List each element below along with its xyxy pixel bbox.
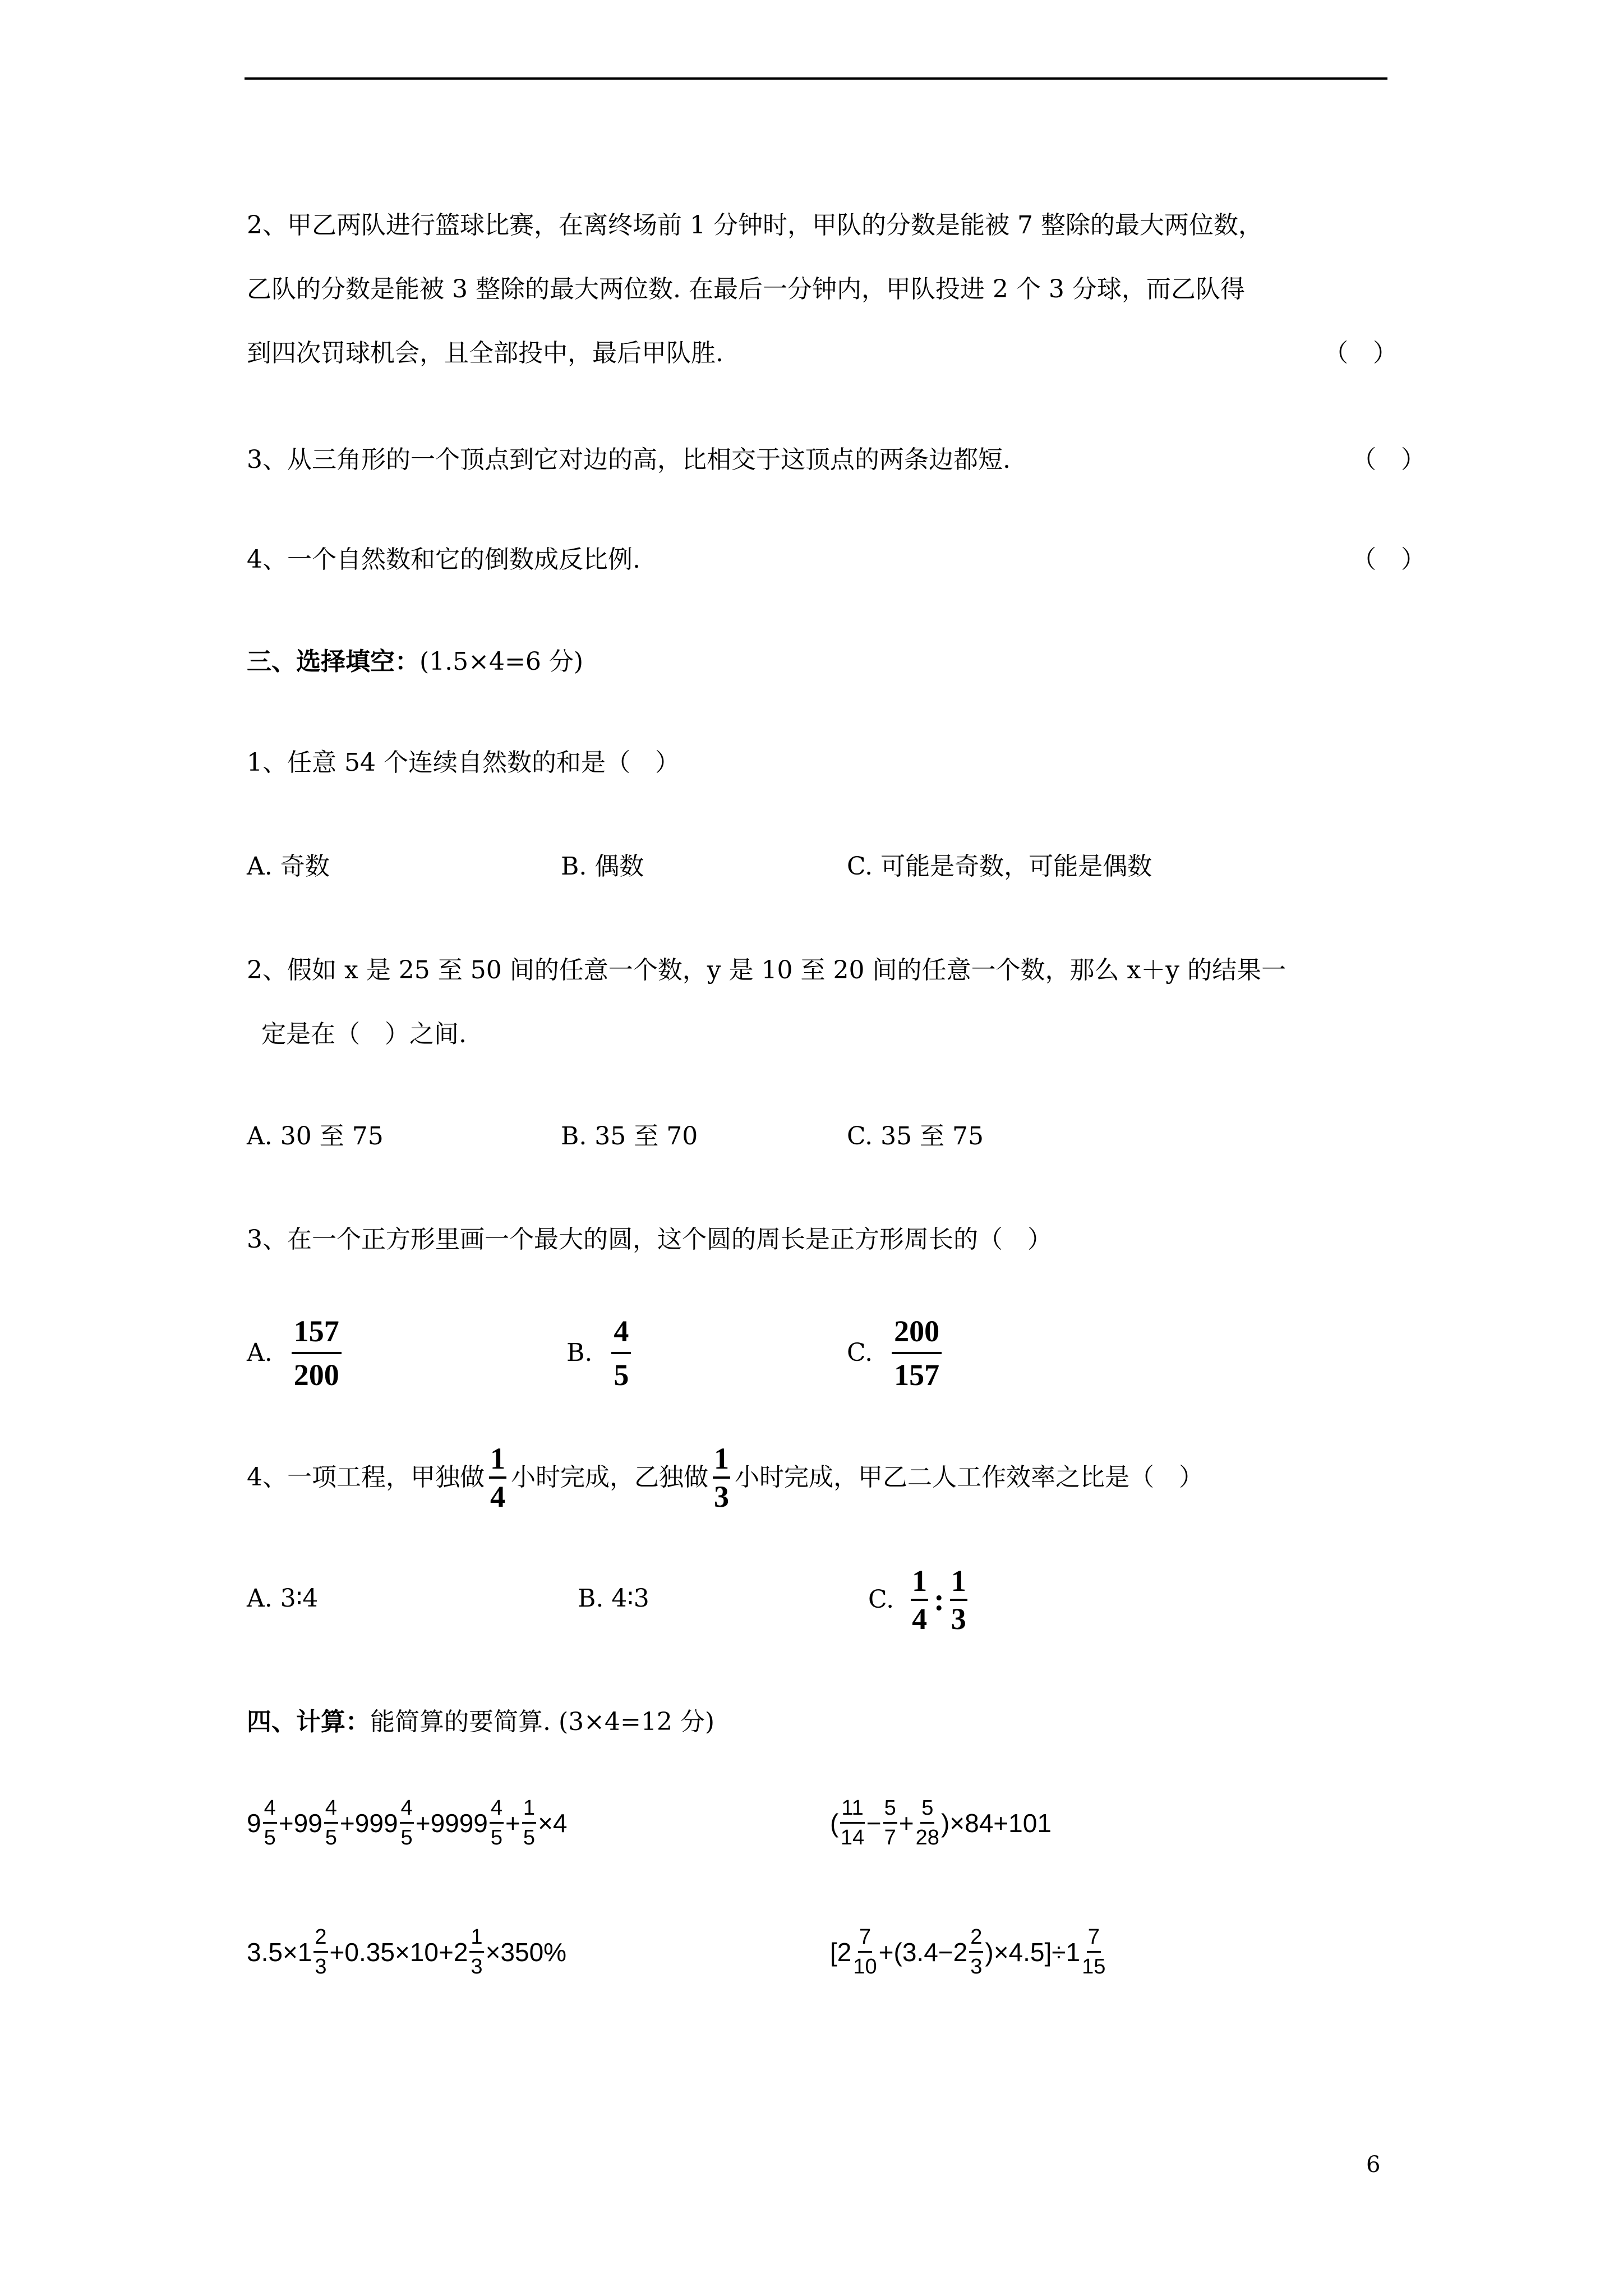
operator: + <box>278 1808 294 1838</box>
choice-q1-text: 1、任意 54 个连续自然数的和是（ ） <box>247 748 680 777</box>
whole-part: 9999 <box>430 1808 488 1838</box>
choice-q2-option-b[interactable]: B. 35 至 70 <box>561 1122 698 1151</box>
numerator: 4 <box>611 1313 631 1354</box>
operator: + <box>339 1808 355 1838</box>
expression-middle: +0.35×10+2 <box>329 1937 468 1967</box>
expression-tail: ×350% <box>485 1937 567 1967</box>
denominator: 5 <box>400 1826 413 1849</box>
denominator: 15 <box>1082 1955 1106 1978</box>
operator: + <box>415 1808 431 1838</box>
numerator: 1 <box>522 1795 536 1824</box>
ratio-colon: : <box>934 1582 944 1617</box>
expression-head: 3.5×1 <box>247 1937 312 1967</box>
denominator: 3 <box>970 1955 983 1978</box>
fraction <box>324 1795 338 1851</box>
page-number: 6 <box>1366 2152 1381 2178</box>
calc-expression-1 <box>247 1795 568 1851</box>
header-rule <box>245 77 1387 80</box>
numerator: 200 <box>892 1313 942 1354</box>
choice-q4-option-a[interactable]: A. 3∶4 <box>247 1584 319 1613</box>
numerator: 11 <box>840 1795 864 1824</box>
section4-desc: 能简算的要简算. (3×4=12 分) <box>370 1708 715 1736</box>
choice-q2-option-c[interactable]: C. 35 至 75 <box>847 1122 984 1151</box>
denominator: 5 <box>614 1358 629 1392</box>
choice-q1-option-a[interactable]: A. 奇数 <box>247 852 330 881</box>
calc-expression-3 <box>247 1924 566 1980</box>
numerator: 7 <box>858 1924 872 1953</box>
judge-q4-text: 4、一个自然数和它的倒数成反比例. <box>247 545 640 574</box>
denominator: 28 <box>915 1826 939 1849</box>
choice-q3-text: 3、在一个正方形里画一个最大的圆，这个圆的周长是正方形周长的（ ） <box>247 1225 1052 1254</box>
numerator: 2 <box>313 1924 328 1953</box>
judge-q3-text: 3、从三角形的一个顶点到它对边的高，比相交于这顶点的两条边都短. <box>247 445 1011 474</box>
denominator: 157 <box>894 1358 940 1392</box>
section4-heading <box>247 1705 714 1739</box>
numerator: 4 <box>324 1795 338 1824</box>
denominator: 5 <box>325 1826 337 1849</box>
operator: − <box>866 1808 882 1838</box>
fraction <box>400 1795 414 1851</box>
option-c-label: C. <box>847 1338 873 1367</box>
numerator: 2 <box>969 1924 983 1953</box>
fraction <box>840 1795 864 1851</box>
denominator: 200 <box>293 1358 339 1392</box>
choice-q3-option-b[interactable] <box>566 1313 631 1393</box>
calc-expression-2 <box>830 1795 1052 1851</box>
choice-q3-option-a[interactable] <box>247 1313 342 1393</box>
choice-q4-option-c[interactable] <box>868 1564 972 1636</box>
numerator: 7 <box>1087 1924 1101 1953</box>
operator: + <box>898 1808 914 1838</box>
option-c-label: C. <box>868 1585 895 1614</box>
judge-q2-line-3: 到四次罚球机会，且全部投中，最后甲队胜. <box>247 339 723 367</box>
denominator: 3 <box>471 1955 483 1978</box>
choice-q3-option-c[interactable] <box>847 1313 942 1393</box>
choice-q2-line-1: 2、假如 x 是 25 至 50 间的任意一个数，y 是 10 至 20 间的任意一个数，那么 x＋y 的结果一 <box>247 956 1287 984</box>
numerator: 157 <box>292 1313 342 1354</box>
numerator: 5 <box>883 1795 897 1824</box>
choice-q2-option-a[interactable]: A. 30 至 75 <box>247 1122 384 1151</box>
section4-title: 四、计算： <box>247 1708 370 1736</box>
q4-part3: 小时完成，甲乙二人工作效率之比是（ ） <box>735 1463 1204 1492</box>
denominator: 3 <box>714 1480 729 1513</box>
expression-tail: ×4 <box>538 1808 568 1838</box>
numerator: 4 <box>490 1795 504 1824</box>
numerator: 4 <box>400 1795 414 1824</box>
fraction <box>469 1924 483 1980</box>
fraction <box>892 1313 942 1393</box>
expression-tail: )×84+101 <box>940 1808 1052 1838</box>
section3-heading <box>247 645 583 679</box>
choice-q4-option-b[interactable]: B. 4∶3 <box>578 1584 649 1613</box>
denominator: 14 <box>840 1826 865 1849</box>
fraction <box>713 1442 730 1513</box>
denominator: 5 <box>523 1826 536 1849</box>
fraction <box>489 1442 506 1513</box>
choice-q2-line-2: 定是在（ ）之间. <box>261 1020 467 1048</box>
choice-q4-text <box>247 1442 1204 1513</box>
fraction <box>969 1924 983 1980</box>
choice-q1-option-c[interactable]: C. 可能是奇数，可能是偶数 <box>847 852 1152 881</box>
expression-head: [2 <box>830 1937 852 1967</box>
fraction <box>916 1795 939 1851</box>
judge-q3-answer-blank[interactable]: （ ） <box>1352 445 1426 474</box>
open-paren: ( <box>830 1808 839 1838</box>
expression-middle: +(3.4−2 <box>878 1937 968 1967</box>
denominator: 7 <box>884 1826 896 1849</box>
numerator: 1 <box>489 1442 506 1479</box>
option-a-label: A. <box>247 1338 273 1367</box>
judge-q2-answer-blank[interactable]: （ ） <box>1324 339 1398 367</box>
denominator: 4 <box>912 1602 928 1636</box>
whole-part: 9 <box>247 1808 261 1838</box>
fraction <box>1082 1924 1105 1980</box>
whole-part: 99 <box>293 1808 322 1838</box>
denominator: 5 <box>264 1826 276 1849</box>
judge-q2-line-1: 2、甲乙两队进行篮球比赛，在离终场前 1 分钟时，甲队的分数是能被 7 整除的最大两位数， <box>247 211 1263 240</box>
fraction <box>313 1924 328 1980</box>
numerator: 1 <box>713 1442 730 1479</box>
judge-q4-answer-blank[interactable]: （ ） <box>1352 545 1426 574</box>
option-b-label: B. <box>566 1338 593 1367</box>
denominator: 4 <box>490 1480 505 1513</box>
judge-q2-line-2: 乙队的分数是能被 3 整除的最大两位数. 在最后一分钟内，甲队投进 2 个 3 分球，而乙队得 <box>247 275 1245 303</box>
whole-part: 999 <box>354 1808 398 1838</box>
denominator: 5 <box>490 1826 503 1849</box>
fraction <box>611 1313 631 1393</box>
section3-score: (1.5×4=6 分) <box>419 647 584 676</box>
numerator: 1 <box>911 1564 928 1601</box>
numerator: 5 <box>920 1795 934 1824</box>
numerator: 1 <box>950 1564 967 1601</box>
fraction <box>263 1795 277 1851</box>
denominator: 10 <box>853 1955 877 1978</box>
fraction <box>522 1795 536 1851</box>
fraction <box>911 1564 928 1636</box>
expression-middle: )×4.5]÷1 <box>985 1937 1081 1967</box>
choice-q1-option-b[interactable]: B. 偶数 <box>561 852 644 881</box>
q4-part1: 4、一项工程，甲独做 <box>247 1463 485 1492</box>
fraction <box>853 1924 877 1980</box>
fraction <box>950 1564 967 1636</box>
numerator: 4 <box>263 1795 277 1824</box>
calc-expression-4 <box>830 1924 1107 1980</box>
fraction <box>292 1313 342 1393</box>
section3-title: 三、选择填空： <box>247 647 419 676</box>
denominator: 3 <box>951 1602 966 1636</box>
operator: + <box>505 1808 520 1838</box>
q4-part2: 小时完成，乙独做 <box>511 1463 708 1492</box>
numerator: 1 <box>469 1924 483 1953</box>
denominator: 3 <box>315 1955 327 1978</box>
fraction <box>490 1795 504 1851</box>
fraction <box>883 1795 897 1851</box>
